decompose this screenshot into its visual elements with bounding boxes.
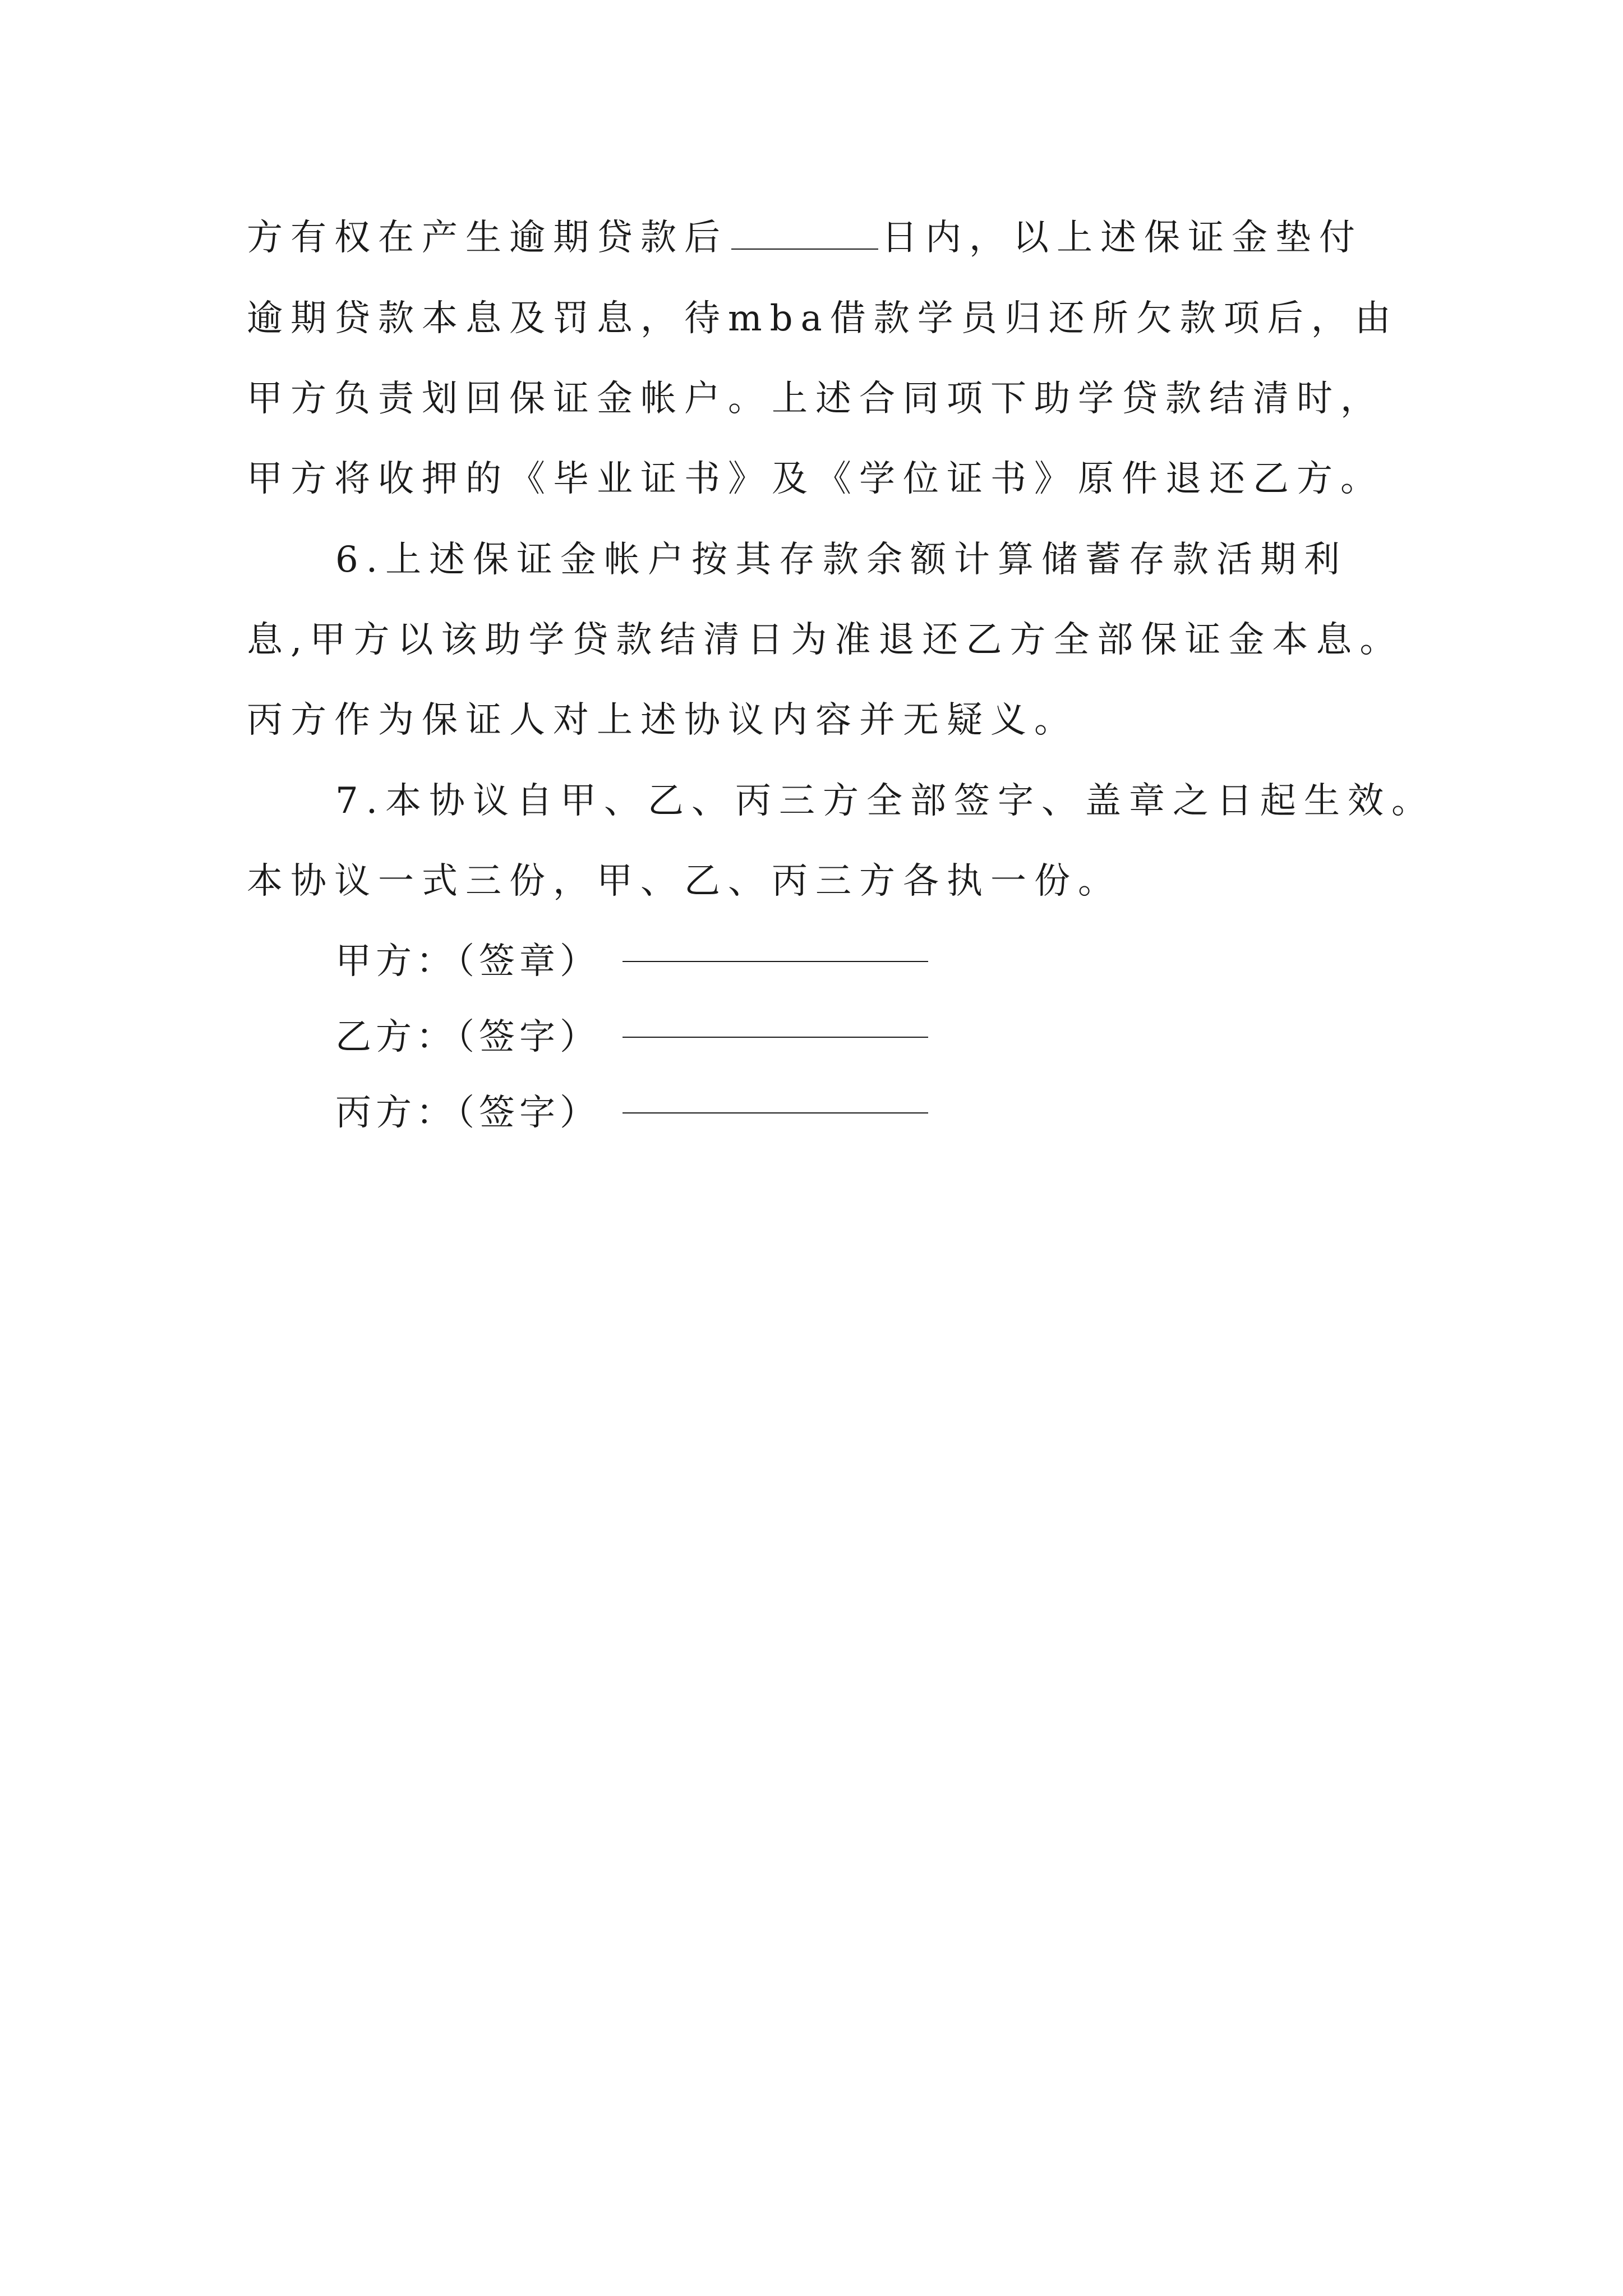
signature-party-a-label: 甲方：（签章） bbox=[335, 941, 600, 982]
paragraph-7-line-1: 7.本协议自甲、乙、丙三方全部签字、盖章之日起生效。 bbox=[335, 780, 1436, 822]
paragraph-6-line-3: 丙方作为保证人对上述协议内容并无疑义。 bbox=[247, 700, 1078, 741]
days-blank-field bbox=[731, 215, 878, 250]
paragraph-5-line-1-part-b: 日内，以上述保证金垫付 bbox=[882, 217, 1363, 259]
paragraph-5-line-1-part-a: 方有权在产生逾期贷款后 bbox=[247, 217, 728, 259]
paragraph-5-line-1 bbox=[247, 212, 1363, 264]
signature-party-b-label: 乙方：（签字） bbox=[335, 1016, 600, 1058]
paragraph-5-line-3: 甲方负责划回保证金帐户。上述合同项下助学贷款结清时， bbox=[247, 378, 1384, 420]
signature-party-b-line bbox=[623, 1037, 928, 1038]
signature-party-a-line bbox=[623, 961, 928, 962]
paragraph-7-line-2: 本协议一式三份，甲、乙、丙三方各执一份。 bbox=[247, 861, 1122, 902]
signature-party-c-line bbox=[623, 1112, 928, 1114]
paragraph-5-line-2: 逾期贷款本息及罚息，待mba借款学员归还所欠款项后，由 bbox=[247, 298, 1399, 339]
paragraph-5-line-4: 甲方将收押的《毕业证书》及《学位证书》原件退还乙方。 bbox=[247, 458, 1384, 500]
signature-party-c-label: 丙方：（签字） bbox=[335, 1092, 600, 1134]
paragraph-6-line-2: 息,甲方以该助学贷款结清日为准退还乙方全部保证金本息。 bbox=[247, 619, 1404, 661]
paragraph-6-line-1: 6.上述保证金帐户按其存款余额计算储蓄存款活期利 bbox=[335, 539, 1348, 581]
